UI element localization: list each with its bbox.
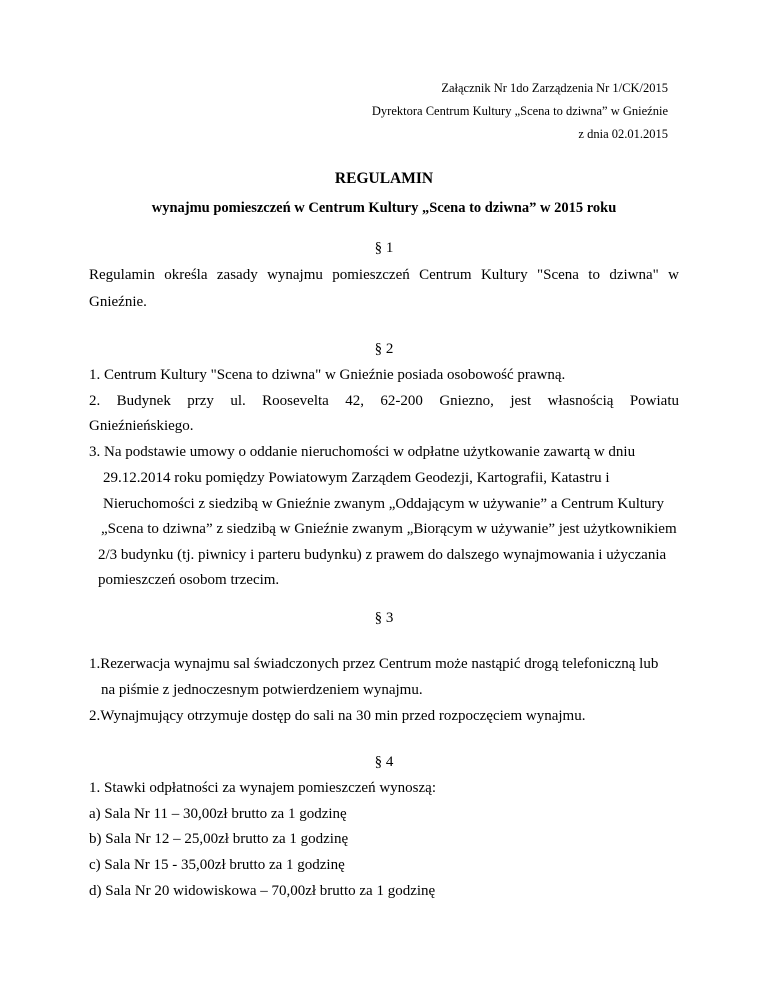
- s3-item-2: 2.Wynajmujący otrzymuje dostęp do sali na 30 min przed rozpoczęciem wynajmu.: [89, 708, 586, 724]
- document-subtitle: wynajmu pomieszczeń w Centrum Kultury „Scena to dziwna” w 2015 roku: [151, 200, 617, 216]
- section-mark-3: § 3: [374, 610, 394, 626]
- s2-item-3-line-1: 3. Na podstawie umowy o oddanie nieruchomości w odpłatne użytkowanie zawartą w dniu: [89, 444, 636, 460]
- section-mark-4: § 4: [374, 754, 394, 770]
- s2-item-3-line-4: „Scena to dziwna” z siedzibą w Gnieźnie zwanym „Biorącym w używanie” jest użytkownikiem: [101, 521, 677, 537]
- s3-item-1-line-2: na piśmie z jednoczesnym potwierdzeniem wynajmu.: [101, 682, 423, 698]
- section-mark-1: § 1: [374, 240, 394, 256]
- s2-item-3-line-3: Nieruchomości z siedzibą w Gnieźnie zwanym „Oddającym w używanie” a Centrum Kultury: [103, 496, 665, 512]
- header-line-date: z dnia 02.01.2015: [578, 127, 668, 141]
- header-line-director: Dyrektora Centrum Kultury „Scena to dziwna” w Gnieźnie: [371, 104, 668, 118]
- s4-rate-b: b) Sala Nr 12 – 25,00zł brutto za 1 godzinę: [89, 831, 349, 847]
- s1-line-2: Gnieźnie.: [89, 294, 147, 310]
- s3-item-1-line-1: 1.Rezerwacja wynajmu sal świadczonych przez Centrum może nastąpić drogą telefoniczną lub: [89, 656, 659, 672]
- s4-rate-a: a) Sala Nr 11 – 30,00zł brutto za 1 godzinę: [89, 806, 347, 822]
- s2-item-2-line-1: 2. Budynek przy ul. Roosevelta 42, 62-200 Gniezno, jest własnością Powiatu: [89, 393, 679, 409]
- s2-item-3-line-2: 29.12.2014 roku pomiędzy Powiatowym Zarządem Geodezji, Kartografii, Katastru i: [103, 470, 610, 486]
- section-mark-2: § 2: [374, 341, 394, 357]
- s1-line-1: Regulamin określa zasady wynajmu pomieszczeń Centrum Kultury "Scena to dziwna" w: [89, 267, 679, 283]
- s2-item-1: 1. Centrum Kultury "Scena to dziwna" w Gnieźnie posiada osobowość prawną.: [89, 367, 566, 383]
- s2-item-3-line-5: 2/3 budynku (tj. piwnicy i parteru budynku) z prawem do dalszego wynajmowania i użyczania: [98, 547, 667, 563]
- s4-rate-d: d) Sala Nr 20 widowiskowa – 70,00zł brutto za 1 godzinę: [89, 883, 436, 899]
- s4-rate-c: c) Sala Nr 15 - 35,00zł brutto za 1 godzinę: [89, 857, 345, 873]
- header-line-annex: Załącznik Nr 1do Zarządzenia Nr 1/CK/2015: [441, 81, 668, 95]
- s2-item-2-line-2: Gnieźnieńskiego.: [89, 418, 194, 434]
- document-title: REGULAMIN: [334, 170, 434, 187]
- s2-item-3-line-6: pomieszczeń osobom trzecim.: [98, 572, 280, 588]
- s4-item-1: 1. Stawki odpłatności za wynajem pomieszczeń wynoszą:: [89, 780, 436, 796]
